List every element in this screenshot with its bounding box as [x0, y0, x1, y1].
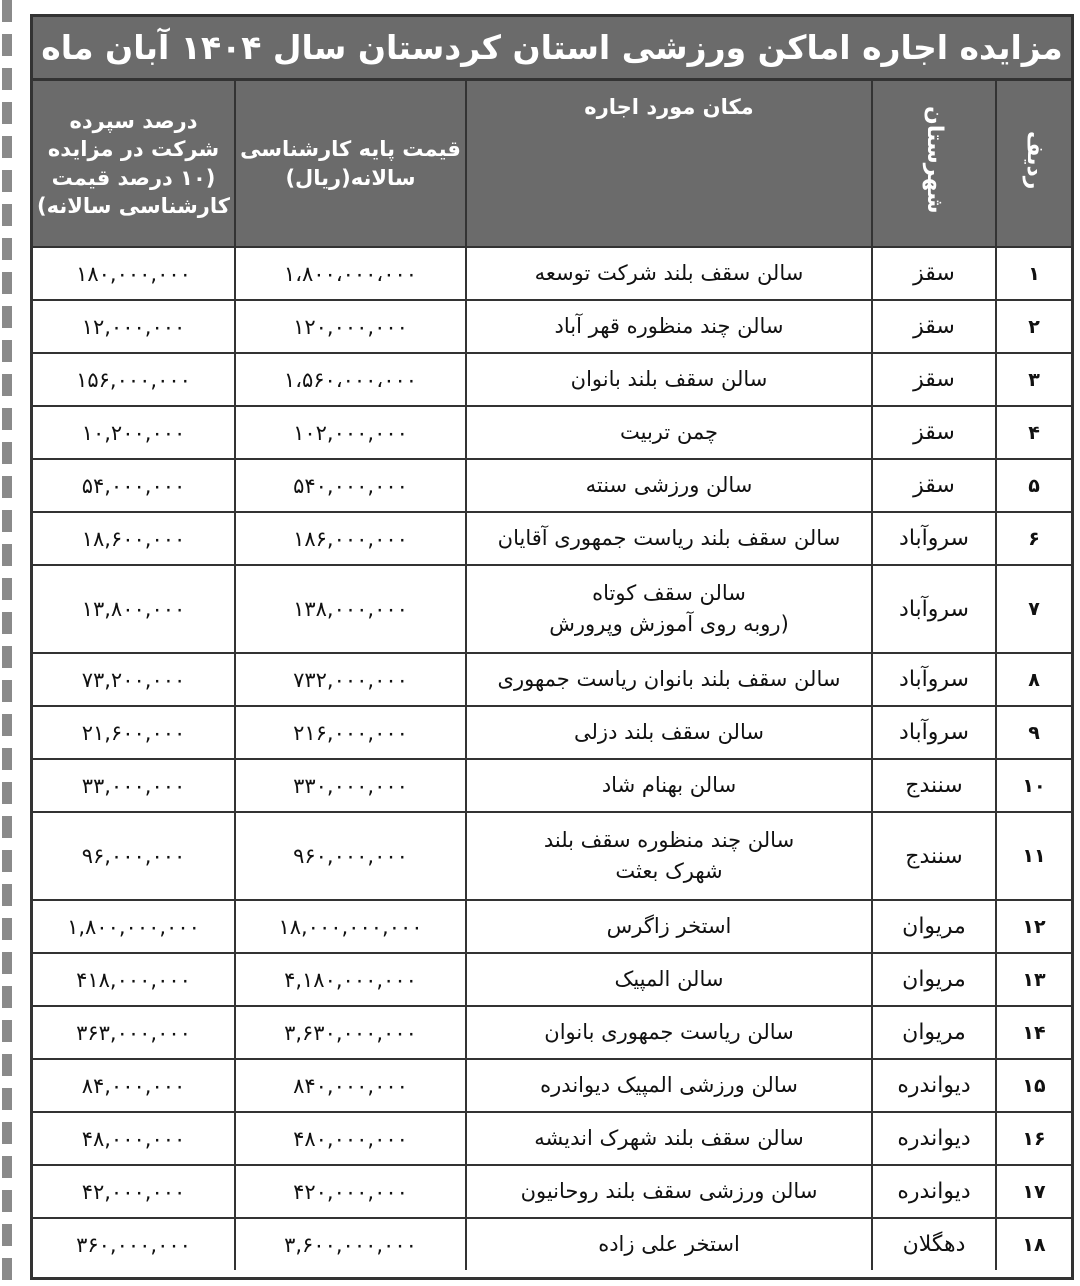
base-price-cell: ۳,۶۳۰,۰۰۰,۰۰۰ — [235, 1006, 466, 1059]
place-cell: سالن ورزشی سقف بلند روحانیون — [466, 1165, 872, 1218]
place-line: سالن چند منظوره سقف بلند — [543, 827, 795, 852]
place-cell: استخر زاگرس — [466, 900, 872, 953]
city-cell: سقز — [872, 406, 996, 459]
deposit-cell: ۱,۸۰۰,۰۰۰,۰۰۰ — [33, 900, 235, 953]
header-place: مکان مورد اجاره — [466, 81, 872, 247]
row-number-cell: ۳ — [996, 353, 1071, 406]
place-cell: سالن سقف بلند شرکت توسعه — [466, 247, 872, 300]
city-cell: سروآباد — [872, 512, 996, 565]
deposit-cell: ۵۴,۰۰۰,۰۰۰ — [33, 459, 235, 512]
base-price-cell: ۹۶۰,۰۰۰,۰۰۰ — [235, 812, 466, 900]
row-number-cell: ۱۰ — [996, 759, 1071, 812]
city-cell: سروآباد — [872, 653, 996, 706]
row-number-cell: ۴ — [996, 406, 1071, 459]
deposit-cell: ۴۲,۰۰۰,۰۰۰ — [33, 1165, 235, 1218]
table-row — [33, 1059, 1071, 1112]
place-cell: سالن المپیک — [466, 953, 872, 1006]
row-number-cell: ۱۵ — [996, 1059, 1071, 1112]
place-cell: سالن سقف بلند شهرک اندیشه — [466, 1112, 872, 1165]
table-row — [33, 1165, 1071, 1218]
deposit-cell: ۱۸۰,۰۰۰,۰۰۰ — [33, 247, 235, 300]
row-number-cell: ۱۴ — [996, 1006, 1071, 1059]
base-price-cell: ۱۸۶,۰۰۰,۰۰۰ — [235, 512, 466, 565]
place-cell: استخر علی زاده — [466, 1218, 872, 1270]
deposit-cell: ۱۲,۰۰۰,۰۰۰ — [33, 300, 235, 353]
deposit-cell: ۱۸,۶۰۰,۰۰۰ — [33, 512, 235, 565]
place-line: شهرک بعثت — [615, 859, 723, 883]
place-line: (روبه روی آموزش وپرورش — [549, 612, 789, 636]
place-cell: سالن ورزشی سنته — [466, 459, 872, 512]
deposit-cell: ۳۶۰,۰۰۰,۰۰۰ — [33, 1218, 235, 1270]
city-cell: مریوان — [872, 953, 996, 1006]
base-price-cell: ۸۴۰,۰۰۰,۰۰۰ — [235, 1059, 466, 1112]
base-price-cell: ۱۸,۰۰۰,۰۰۰,۰۰۰ — [235, 900, 466, 953]
city-cell: سقز — [872, 247, 996, 300]
city-cell: دیواندره — [872, 1059, 996, 1112]
perforated-edge — [2, 0, 12, 1286]
place-cell — [466, 565, 872, 653]
row-number-cell: ۱۸ — [996, 1218, 1071, 1270]
row-number-cell: ۱۳ — [996, 953, 1071, 1006]
base-price-cell: ۱۲۰,۰۰۰,۰۰۰ — [235, 300, 466, 353]
place-cell: سالن سقف بلند ریاست جمهوری آقایان — [466, 512, 872, 565]
base-price-cell: ۳۳۰,۰۰۰,۰۰۰ — [235, 759, 466, 812]
table-row — [33, 406, 1071, 459]
base-price-cell: ۱،۸۰۰،۰۰۰،۰۰۰ — [235, 247, 466, 300]
header-row-number: ردیف — [996, 81, 1071, 247]
place-cell: سالن ریاست جمهوری بانوان — [466, 1006, 872, 1059]
page-title: مزایده اجاره اماکن ورزشی استان کردستان سال ۱۴۰۴ آبان ماه — [33, 17, 1071, 81]
base-price-cell: ۴۲۰,۰۰۰,۰۰۰ — [235, 1165, 466, 1218]
place-cell: سالن سقف بلند دزلی — [466, 706, 872, 759]
table-row — [33, 565, 1071, 653]
table-row — [33, 353, 1071, 406]
city-cell: دیواندره — [872, 1165, 996, 1218]
deposit-cell: ۳۶۳,۰۰۰,۰۰۰ — [33, 1006, 235, 1059]
row-number-cell: ۱۱ — [996, 812, 1071, 900]
base-price-cell: ۱۳۸,۰۰۰,۰۰۰ — [235, 565, 466, 653]
deposit-cell: ۱۳,۸۰۰,۰۰۰ — [33, 565, 235, 653]
city-cell: سروآباد — [872, 706, 996, 759]
row-number-cell: ۸ — [996, 653, 1071, 706]
table-row — [33, 459, 1071, 512]
deposit-cell: ۷۳,۲۰۰,۰۰۰ — [33, 653, 235, 706]
table-row — [33, 900, 1071, 953]
place-cell — [466, 812, 872, 900]
header-row — [33, 81, 1071, 247]
table-row — [33, 512, 1071, 565]
table-row — [33, 1218, 1071, 1270]
base-price-cell: ۱،۵۶۰،۰۰۰،۰۰۰ — [235, 353, 466, 406]
base-price-cell: ۵۴۰,۰۰۰,۰۰۰ — [235, 459, 466, 512]
base-price-cell: ۷۳۲,۰۰۰,۰۰۰ — [235, 653, 466, 706]
row-number-cell: ۱ — [996, 247, 1071, 300]
city-cell: سنندج — [872, 812, 996, 900]
city-cell: سقز — [872, 353, 996, 406]
table-row — [33, 247, 1071, 300]
place-cell: سالن سقف بلند بانوان ریاست جمهوری — [466, 653, 872, 706]
city-cell: دهگلان — [872, 1218, 996, 1270]
row-number-cell: ۶ — [996, 512, 1071, 565]
base-price-cell: ۲۱۶,۰۰۰,۰۰۰ — [235, 706, 466, 759]
deposit-cell: ۸۴,۰۰۰,۰۰۰ — [33, 1059, 235, 1112]
table-row — [33, 953, 1071, 1006]
row-number-cell: ۲ — [996, 300, 1071, 353]
base-price-cell: ۳,۶۰۰,۰۰۰,۰۰۰ — [235, 1218, 466, 1270]
row-number-cell: ۱۷ — [996, 1165, 1071, 1218]
city-cell: سروآباد — [872, 565, 996, 653]
table-row — [33, 706, 1071, 759]
place-cell: چمن تربیت — [466, 406, 872, 459]
header-base-price: قیمت پایه کارشناسی سالانه(ریال) — [235, 81, 466, 247]
row-number-cell: ۱۲ — [996, 900, 1071, 953]
place-cell: سالن سقف بلند بانوان — [466, 353, 872, 406]
header-deposit: درصد سپرده شرکت در مزایده (۱۰ درصد قیمت کارشناسی سالانه) — [33, 81, 235, 247]
table-row — [33, 653, 1071, 706]
table-row — [33, 759, 1071, 812]
place-line: سالن سقف کوتاه — [592, 580, 746, 605]
city-cell: سقز — [872, 459, 996, 512]
place-cell: سالن چند منظوره قهر آباد — [466, 300, 872, 353]
deposit-cell: ۳۳,۰۰۰,۰۰۰ — [33, 759, 235, 812]
base-price-cell: ۱۰۲,۰۰۰,۰۰۰ — [235, 406, 466, 459]
header-city: شهرستان — [872, 81, 996, 247]
city-cell: مریوان — [872, 900, 996, 953]
row-number-cell: ۷ — [996, 565, 1071, 653]
row-number-cell: ۹ — [996, 706, 1071, 759]
deposit-cell: ۱۰,۲۰۰,۰۰۰ — [33, 406, 235, 459]
deposit-cell: ۴۱۸,۰۰۰,۰۰۰ — [33, 953, 235, 1006]
city-cell: مریوان — [872, 1006, 996, 1059]
city-cell: سقز — [872, 300, 996, 353]
row-number-cell: ۵ — [996, 459, 1071, 512]
city-cell: سنندج — [872, 759, 996, 812]
auction-table — [33, 81, 1071, 1270]
auction-sheet — [30, 14, 1074, 1280]
place-cell: سالن بهنام شاد — [466, 759, 872, 812]
base-price-cell: ۴۸۰,۰۰۰,۰۰۰ — [235, 1112, 466, 1165]
table-row — [33, 300, 1071, 353]
table-row — [33, 812, 1071, 900]
deposit-cell: ۱۵۶,۰۰۰,۰۰۰ — [33, 353, 235, 406]
table-row — [33, 1112, 1071, 1165]
base-price-cell: ۴,۱۸۰,۰۰۰,۰۰۰ — [235, 953, 466, 1006]
place-cell: سالن ورزشی المپیک دیواندره — [466, 1059, 872, 1112]
deposit-cell: ۴۸,۰۰۰,۰۰۰ — [33, 1112, 235, 1165]
table-row — [33, 1006, 1071, 1059]
row-number-cell: ۱۶ — [996, 1112, 1071, 1165]
deposit-cell: ۲۱,۶۰۰,۰۰۰ — [33, 706, 235, 759]
deposit-cell: ۹۶,۰۰۰,۰۰۰ — [33, 812, 235, 900]
city-cell: دیواندره — [872, 1112, 996, 1165]
